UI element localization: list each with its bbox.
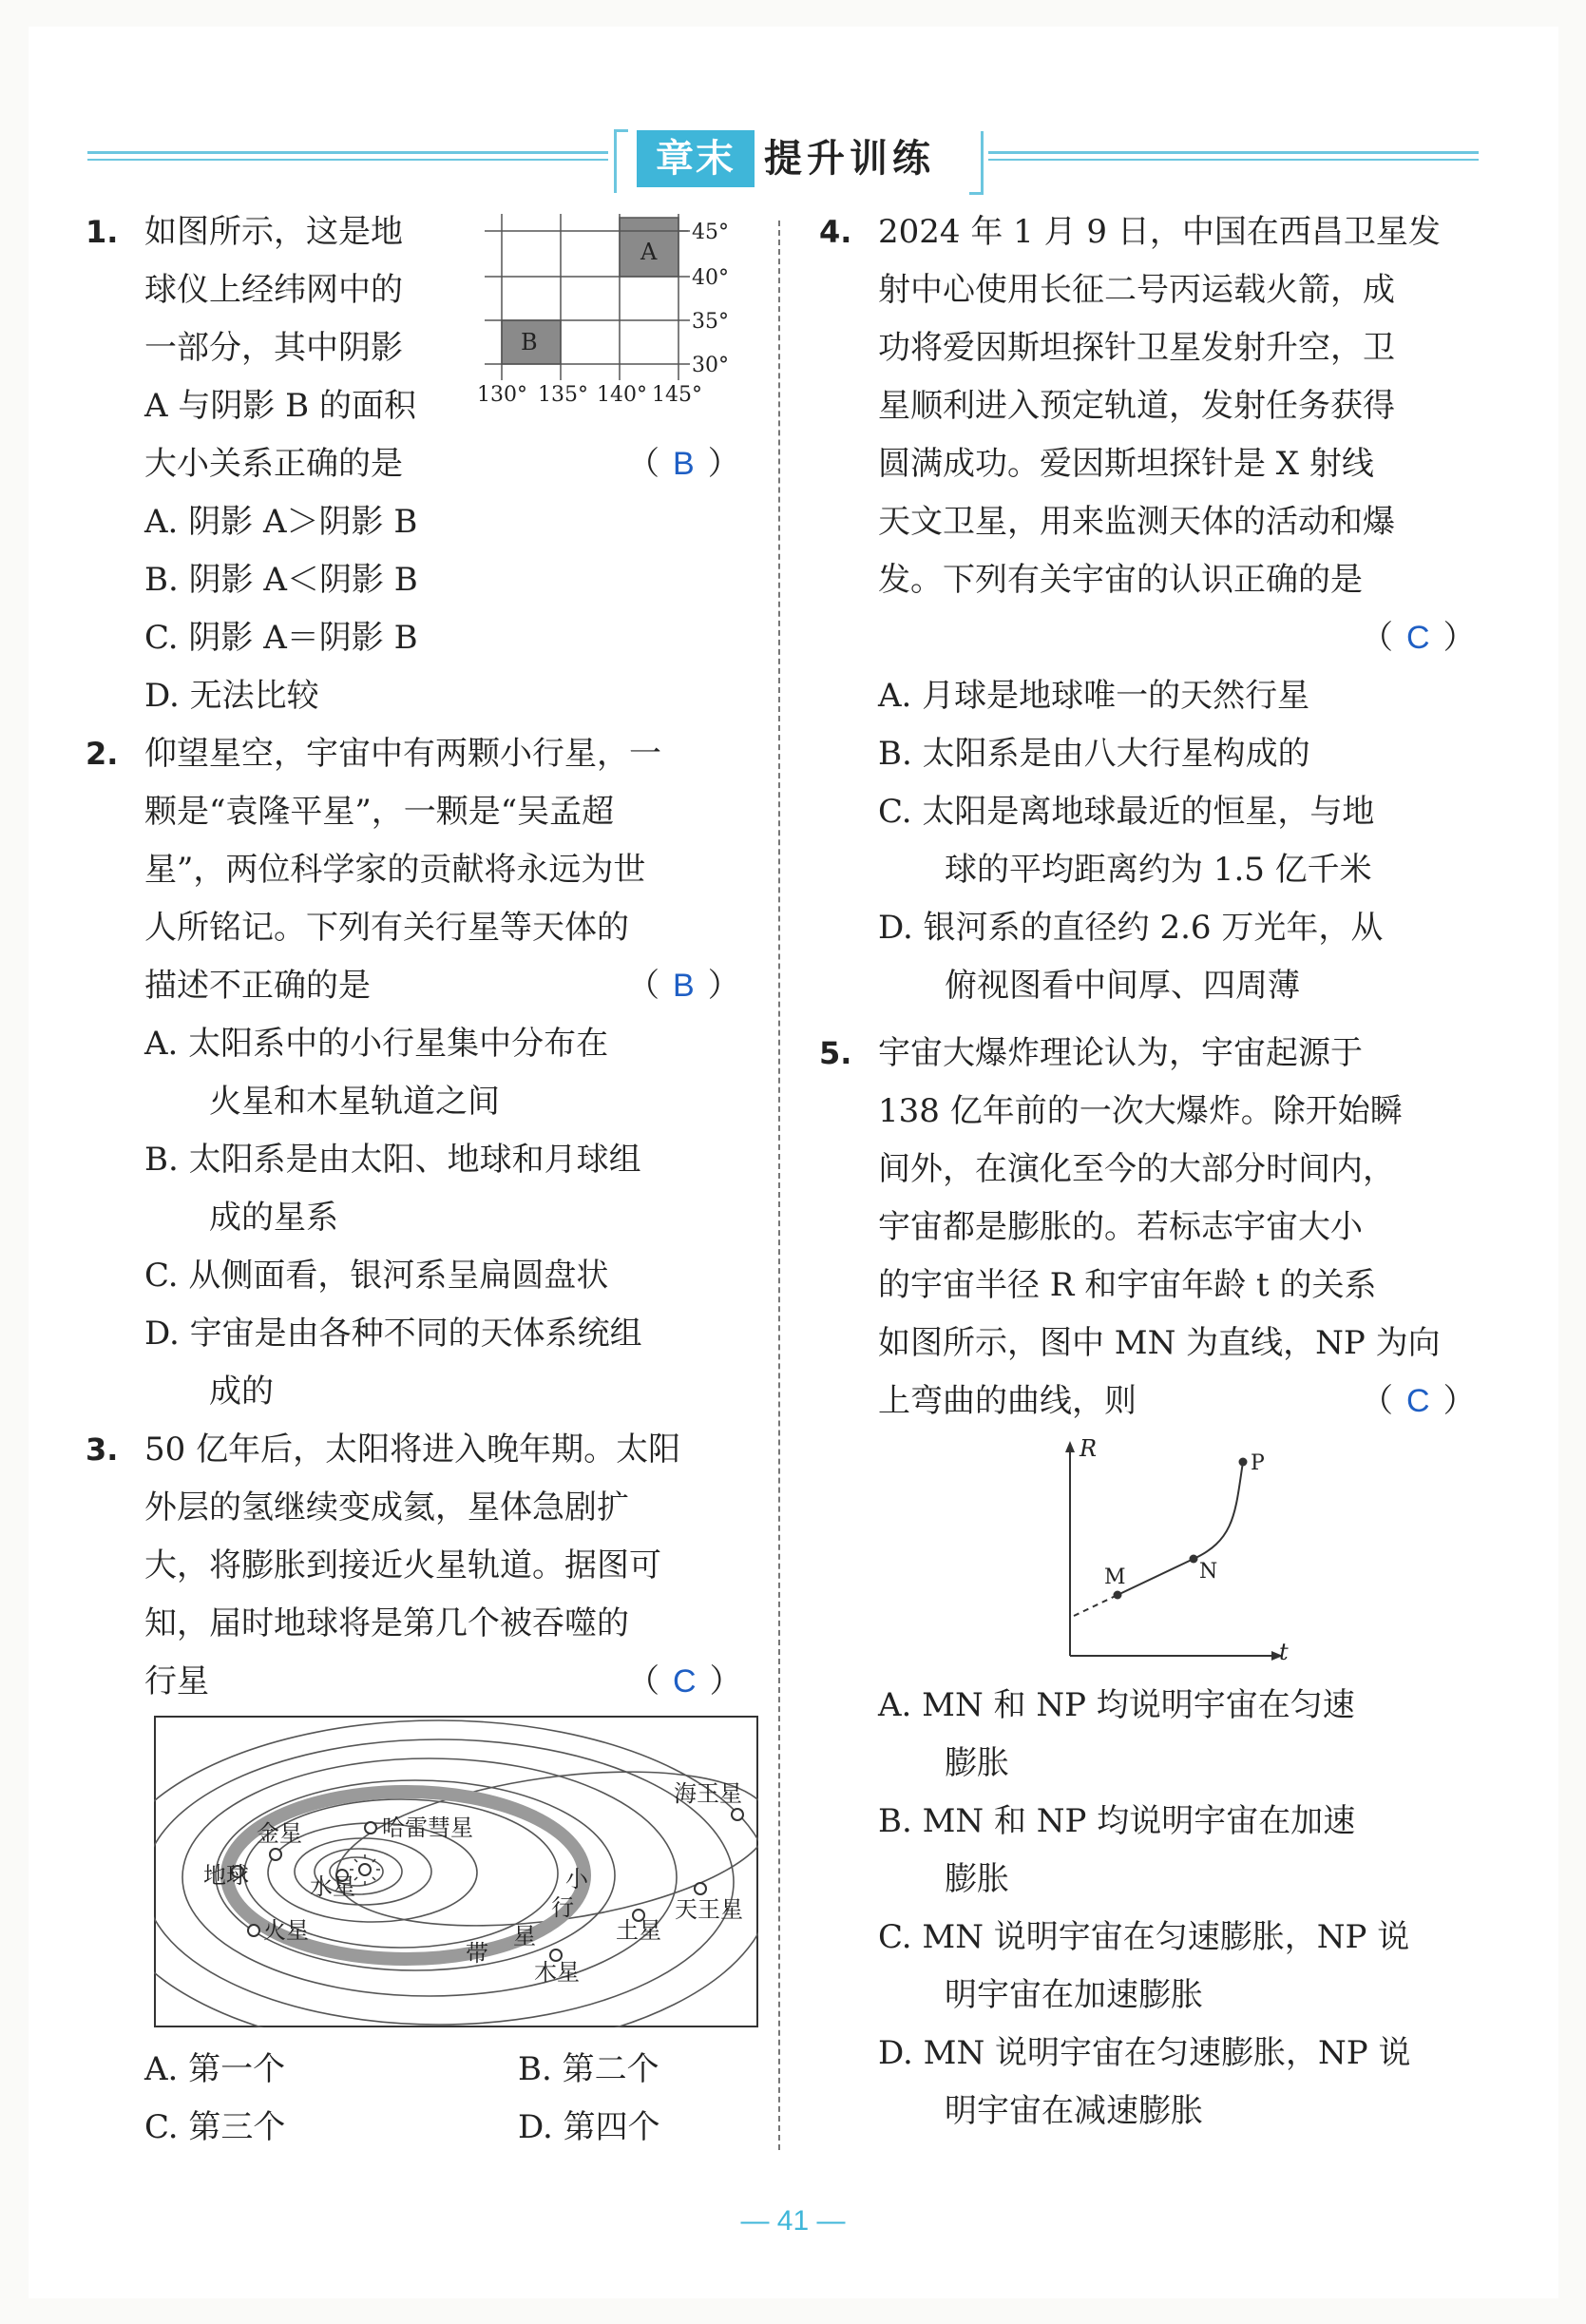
q1-lon-135: 135° [538,383,588,407]
q5-point-n [1190,1555,1198,1564]
q4-line-6: 天文卫星，用来监测天体的活动和爆 [878,503,1395,541]
q2-line-3: 星”，两位科学家的贡献将永远为世 [144,851,646,889]
q3-neptune [732,1809,743,1820]
q1-lon-140: 140° [597,383,647,407]
q5-curve-np [1194,1462,1243,1559]
header-rule-right [988,151,1479,154]
q2-option-b: B. 太阳系是由太阳、地球和月球组 [144,1141,641,1179]
q3-label-neptune: 海王星 [674,1780,742,1807]
q1-line-4: A 与阴影 B 的面积 [144,387,416,425]
q1-line-2: 球仪上经纬网中的 [144,271,403,309]
q3-label-belt-2: 行 [551,1894,574,1921]
header-bracket-left [614,129,628,193]
q2-option-d-cont: 成的 [209,1373,274,1411]
q3-number: 3. [86,1431,119,1468]
q5-label-n: N [1199,1560,1218,1584]
q1-line-5: 大小关系正确的是 [144,445,403,483]
q4-line-1: 2024 年 1 月 9 日，中国在西昌卫星发 [878,213,1441,251]
q3-answer: （ C ） [627,1662,742,1700]
q4-line-3: 功将爱因斯坦探针卫星发射升空，卫 [878,329,1395,367]
q4-option-b: B. 太阳系是由八大行星构成的 [878,735,1310,773]
q3-line-5: 行星 [144,1662,209,1700]
q1-lon-130: 130° [477,383,527,407]
q3-option-a: A. 第一个 [144,2050,286,2088]
q1-line-1: 如图所示，这是地 [144,213,403,251]
q2-line-5: 描述不正确的是 [144,967,371,1005]
q2-option-c: C. 从侧面看，银河系呈扁圆盘状 [144,1257,609,1295]
q2-line-2: 颗是“袁隆平星”，一颗是“吴孟超 [144,793,615,831]
q5-option-c-cont: 明宇宙在加速膨胀 [945,1976,1203,2014]
q1-number: 1. [86,214,119,250]
q1-lon-145: 145° [652,383,702,407]
q3-label-belt-3: 星 [513,1923,536,1949]
q5-point-p [1239,1458,1248,1467]
q4-answer: （ C ） [1361,619,1476,657]
q4-option-c: C. 太阳是离地球最近的恒星，与地 [878,793,1375,831]
q3-uranus [695,1883,706,1894]
q3-label-venus: 金星 [257,1820,302,1847]
q1-lat-45: 45° [692,221,729,244]
q5-point-m [1114,1591,1122,1600]
q5-line-mn [1118,1559,1194,1595]
q3-line-4: 知，届时地球将是第几个被吞噬的 [144,1604,629,1642]
q1-lat-35: 35° [692,310,729,334]
q1-line-3: 一部分，其中阴影 [144,329,403,367]
q1-label-b: B [521,329,538,355]
q3-venus [270,1849,281,1860]
q3-line-1: 50 亿年后，太阳将进入晚年期。太阳 [144,1431,681,1469]
page-number: — 41 — [740,2205,846,2237]
q5-label-p: P [1251,1451,1265,1475]
header-rule-left-2 [87,159,608,161]
column-divider [778,221,780,2150]
q5-answer: （ C ） [1361,1382,1476,1420]
q3-comet [365,1822,376,1834]
q5-option-c: C. MN 说明宇宙在匀速膨胀，NP 说 [878,1918,1410,1956]
q5-label-r: R [1080,1435,1098,1462]
q4-number: 4. [819,214,852,250]
q1-option-b: B. 阴影 A＜阴影 B [144,561,418,599]
q5-option-a: A. MN 和 NP 均说明宇宙在匀速 [878,1686,1355,1724]
q3-solar-system-figure [154,1716,758,2027]
q1-option-d: D. 无法比较 [144,677,319,715]
q5-line-3: 间外，在演化至今的大部分时间内， [878,1150,1395,1188]
q3-label-earth: 地球 [203,1862,249,1889]
header-bracket-right [969,131,984,195]
q3-option-b: B. 第二个 [518,2050,659,2088]
q5-answer-letter: C [1406,1383,1430,1419]
header-rule-right-2 [988,159,1479,161]
q2-line-4: 人所铭记。下列有关行星等天体的 [144,909,629,947]
q5-line-1: 宇宙大爆炸理论认为，宇宙起源于 [878,1034,1363,1072]
q1-option-a: A. 阴影 A＞阴影 B [144,503,418,541]
q2-number: 2. [86,736,119,772]
q2-option-b-cont: 成的星系 [209,1199,338,1237]
q3-mars [248,1925,259,1936]
q4-line-5: 圆满成功。爱因斯坦探针是 X 射线 [878,445,1374,483]
q5-option-b: B. MN 和 NP 均说明宇宙在加速 [878,1802,1356,1840]
q3-line-3: 大，将膨胀到接近火星轨道。据图可 [144,1546,661,1585]
q2-answer-letter: B [673,968,695,1004]
header-rule-left [87,151,608,154]
q1-option-c: C. 阴影 A＝阴影 B [144,619,418,657]
q5-line-7: 上弯曲的曲线，则 [878,1382,1137,1420]
q1-graticule-figure [466,204,732,413]
q4-answer-letter: C [1406,620,1430,656]
q1-answer: （ B ） [627,445,740,483]
q5-label-t: t [1279,1639,1289,1663]
q2-option-d: D. 宇宙是由各种不同的天体系统组 [144,1315,642,1353]
q2-line-1: 仰望星空，宇宙中有两颗小行星，一 [144,735,661,773]
q3-label-jupiter: 木星 [534,1959,580,1986]
q3-answer-letter: C [673,1663,697,1700]
q5-option-d-cont: 明宇宙在减速膨胀 [945,2092,1203,2130]
q1-lat-30: 30° [692,354,729,377]
q4-option-d: D. 银河系的直径约 2.6 万光年，从 [878,909,1384,947]
q4-option-c-cont: 球的平均距离约为 1.5 亿千米 [945,851,1372,889]
q5-line-6: 如图所示，图中 MN 为直线，NP 为向 [878,1324,1441,1362]
q5-line-5: 的宇宙半径 R 和宇宙年龄 t 的关系 [878,1266,1377,1304]
q3-label-belt-1: 小 [565,1866,588,1892]
q3-option-d: D. 第四个 [518,2108,660,2146]
q5-line-4: 宇宙都是膨胀的。若标志宇宙大小 [878,1208,1363,1246]
q3-label-mars: 火星 [263,1917,309,1944]
q5-option-d: D. MN 说明宇宙在匀速膨胀，NP 说 [878,2034,1411,2072]
q3-option-c: C. 第三个 [144,2108,286,2146]
q5-expansion-graph [1045,1435,1292,1663]
q1-label-a: A [640,239,658,265]
q3-label-uranus: 天王星 [675,1896,743,1923]
header-tag: 章末 [637,130,755,187]
q5-line-2: 138 亿年前的一次大爆炸。除开始瞬 [878,1092,1403,1130]
q4-line-2: 射中心使用长征二号丙运载火箭，成 [878,271,1395,309]
q2-answer: （ B ） [627,967,740,1005]
q4-option-d-cont: 俯视图看中间厚、四周薄 [945,967,1300,1005]
q3-label-comet: 哈雷彗星 [382,1815,473,1841]
q3-line-2: 外层的氢继续变成氦，星体急剧扩 [144,1489,629,1527]
q3-label-saturn: 土星 [616,1917,661,1944]
q5-number: 5. [819,1035,852,1071]
header-title: 提升训练 [764,137,935,181]
q4-line-4: 星顺利进入预定轨道，发射任务获得 [878,387,1395,425]
q2-option-a: A. 太阳系中的小行星集中分布在 [144,1025,609,1063]
q5-label-m: M [1104,1565,1126,1589]
q5-option-b-cont: 膨胀 [945,1860,1009,1898]
q4-line-7: 发。下列有关宇宙的认识正确的是 [878,561,1363,599]
q3-label-mercury: 水星 [310,1873,355,1900]
q2-option-a-cont: 火星和木星轨道之间 [209,1083,500,1121]
q3-label-belt-4: 带 [466,1940,488,1967]
q5-option-a-cont: 膨胀 [945,1744,1009,1782]
q5-dashed-extension [1074,1595,1118,1616]
q4-option-a: A. 月球是地球唯一的天然行星 [878,677,1310,715]
q1-answer-letter: B [673,446,695,482]
q1-lat-40: 40° [692,266,729,290]
